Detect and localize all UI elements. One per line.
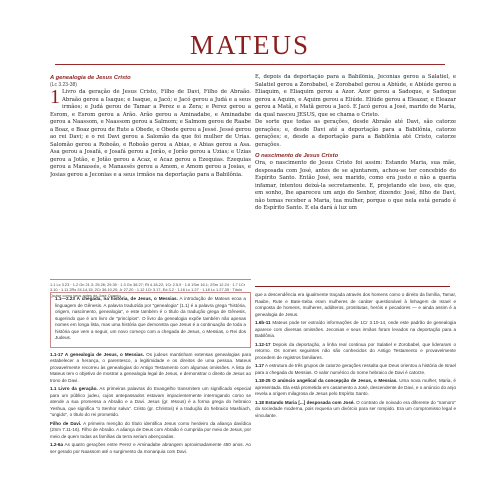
scripture-paragraph-2: E, depois da deportação para a Babilônia, Jeconias gerou a Salatiel, e Salatiel gerou a Zorobabel, e Zorobabel gerou a Abiúde, e Abiúde gerou a Eliaquim, e Eliaquim gerou a Azor. Azor gerou a Sadoque, e Sadoque gerou a Aquim, e Aquim gerou a Eliúde. Eliúde gerou a Eleazar, e Eleazar gerou a Matã, e Matã gerou a Jacó. E Jacó gerou a José, marido de Maria, da qual nasceu JESUS, que se chama o Cristo. bbox=[255, 74, 456, 118]
note-text: As primeiras palavras do Evangelho transmitem um significado especial para um público judeu, cujos antepassados estavam impacientemente interrogando como se atende a sua promessa a Abraão e a Davi. Jesus (gr. Iēsous) é a forma grega do hebraico Yeshua, que significa "o Senhor salva". Cristo (gr. Christos) é a tradução do hebraico Mashiach, "ungido", o título do rei prometido. bbox=[50, 386, 251, 418]
note-text: A introdução de Mateus ecoa a linguagem de Gênesis. A palavra traduzida por "genealogia" (1.1) é a palavra grega "história, origem, nascimento, genealogia", e este também é o título da tradução grega de Gênesis, sugerindo que é um livro de "princípios". O livro da genealogia expõe também não apenas nomes em longa lista, mas uma história que demonstra que Jesus é a continuação de toda a história que vem a seguir, um novo começo com a chegada de Jesus, o Messias, o Rei dos Judeus. bbox=[55, 296, 246, 341]
scripture-text: Livro da geração de Jesus Cristo, Filho de Davi, Filho de Abraão. Abraão gerou a Isaque; e Isaque, a Jacó; e Jacó gerou a Judá e a seus irmãos; e Judá gerou de Tamar a Perez e a Zera; e Perez gerou a Esrom, e Esrom gerou a Arão. Arão gerou a Aminadabe, e Aminadabe gerou a Naassom, e Naassom gerou a Salmom; e Salmom gerou de Raabe a Boaz, e Boaz gerou de Rute a Obede, e Obede gerou a Jessé. Jessé gerou ao rei Davi; e o rei Davi gerou a Salomão da que foi mulher de Urias. Salomão gerou a Roboão, e Roboão gerou a Abias, e Abias gerou a Asa. Asa gerou a Josafá, e Josafá gerou a Jorão, e Jorão gerou a Uzias; e Uzias gerou a Jotão, e Jotão gerou a Acaz, e Acaz gerou a Ezequias. Ezequias gerou a Manassés, e Manassés gerou a Amom, e Amom gerou a Josias, e Josias gerou a Jeconias e a seus irmãos na deportação para a Babilônia. bbox=[50, 89, 251, 178]
scripture-column-left bbox=[50, 74, 251, 279]
study-note bbox=[50, 442, 251, 455]
study-note bbox=[255, 400, 456, 420]
scripture-paragraph bbox=[50, 86, 251, 179]
note-text: A primeira menção do título identifica Jesus como herdeiro da aliança davídica (2Sm 7.11-16). Filho de Abraão. A aliança de Deus com Abraão é cumprida por meio de Jesus, por meio de quem todas as famílias da terra seriam abençoadas. bbox=[50, 420, 251, 439]
note-title: 1.6b-11 bbox=[255, 320, 271, 326]
study-notes-right bbox=[255, 292, 456, 497]
study-note bbox=[255, 342, 456, 362]
section-parallel-ref: (Lc 3.23-38) bbox=[50, 82, 77, 89]
section-heading-2: O nascimento de Jesus Cristo bbox=[255, 153, 339, 160]
note-title: Filho de Davi. bbox=[50, 420, 82, 426]
note-title: 1.1-17 A genealogia de Jesus, o Messias. bbox=[50, 351, 145, 357]
study-note bbox=[255, 363, 456, 376]
note-title: 1.18 Estando Maria [...] desposada com José. bbox=[255, 399, 355, 405]
note-title: 1.18-25 O anúncio angelical da concepção de Jesus, o Messias. bbox=[255, 378, 398, 384]
note-title: 1.1—2.23 A chegada, na história, de Jesus, o Messias. bbox=[55, 296, 178, 301]
study-notes-left bbox=[50, 292, 251, 497]
study-divider bbox=[255, 286, 450, 287]
note-text: Mateus pode ter extraído informações de 1Cr 3.10-14, onde este padrão de genealogia aparece com diversas omissões. Jeconias e seus irmãos foram levados na deportação para a Babilônia. bbox=[255, 320, 456, 339]
section-heading: A genealogia de Jesus Cristo bbox=[50, 75, 131, 81]
note-text: Depois da deportação, a linha real continua por Salatiel e Zorobabel, que lideraram o retorno. Os nomes seguintes não são conhecidos do Antigo Testamento e provavelmente procedem de registros familiares. bbox=[255, 341, 456, 360]
intro-box bbox=[50, 292, 251, 348]
note-title: 1.17 bbox=[255, 363, 264, 369]
title-divider bbox=[55, 64, 445, 65]
note-title: 1.2-6a bbox=[50, 442, 64, 448]
scripture-paragraph-3: De sorte que todas as gerações, desde Abraão até Davi, são catorze gerações; e, desde Davi até a deportação para a Babilônia, catorze gerações; e, desde a deportação para a Babilônia até Cristo, catorze gerações. bbox=[255, 119, 456, 148]
note-title: 1.12-17 bbox=[255, 341, 271, 347]
chapter-number: 1 bbox=[50, 86, 60, 109]
note-title: 1.1 Livro da geração. bbox=[50, 386, 98, 392]
study-note bbox=[50, 386, 251, 419]
note-text: Os judeus mantinham extensas genealogias para estabelecer a herança, o parentesco, a legitimidade e os direitos de uma pessoa. Mateus provavelmente recorreu às genealogias do Antigo Testamento com algumas omissões. A lista de Mateus tem o objetivo de mostrar a genealogia legal de Jesus, e demonstrar o direito de Jesus ao trono de Davi. bbox=[50, 351, 251, 383]
study-note bbox=[50, 421, 251, 441]
note-text: A estrutura de três grupos de catorze gerações ressalta que Deus orientou a história de Israel para a chegada do Messias. O valor numérico do nome hebraico de Davi é catorze. bbox=[255, 363, 456, 375]
scripture-paragraph-4: Ora, o nascimento de Jesus Cristo foi assim: Estando Maria, sua mãe, desposada com José, antes de se ajuntarem, achou-se ter concebido do Espírito Santo. Então José, seu marido, como era justo e não a queria infamar, intentou deixá-la secretamente. E, projetando ele isso, eis que, em sonho, lhe apareceu um anjo do Senhor, dizendo: José, filho de Davi, não temas receber a Maria, tua mulher, porque o que nela está gerado é do Espírito Santo. E ela dará à luz um bbox=[255, 160, 456, 212]
study-note bbox=[255, 378, 456, 398]
note-text: O contrato de noivado era diferente do "namoro" da sociedade moderna, pois requeria um divórcio para ser rompido. Era um compromisso legal e vinculante. bbox=[255, 399, 456, 418]
note-text: Uma nova mulher, Maria, é apresentada. Ela está prometida em casamento a José, descendente de Davi, e o anúncio do anjo revela a origem milagrosa de Jesus pelo Espírito Santo. bbox=[255, 378, 456, 397]
book-title: MATEUS bbox=[189, 30, 310, 60]
study-note bbox=[50, 352, 251, 385]
cross-references: 1.1 Lc 3.23 · 1.2 Gn 21.3; 25.26; 29.35 · 1.3 Gn 38.27; Rt 4.18-22; 1Cr 2.5,9 · 1.6 1Sm 16.1; 2Sm 12.24 · 1.7 1Cr 3.10 · 1.11 2Rs 24.14,15; 2Cr 36.10,20; Jr 27.20 · 1.12 1Cr 3.17; Ed 3.2 · 1.16 Lc 1.27 · 1.18 Lc 1.27,35 · Título Quase como seus antes de José Quanto bbox=[50, 279, 251, 298]
note-text: As quatro gerações entre Perez e Aminadabe abrangem aproximadamente 450 anos. Ao ser gerado por Naassom até o surgimento da monarquia com Davi. bbox=[50, 442, 251, 454]
scripture-column-right bbox=[255, 74, 456, 283]
study-note bbox=[55, 296, 246, 342]
study-note bbox=[255, 320, 456, 340]
study-note: que a descendência era igualmente traçada através dos homens como o direito da família, Tamar, Raabe, Rute e Bate-Seba eram mulheres de caráter questionável à linhagem de Israel e composta de homens, mulheres, adúlteros, prostitutas, heróis e pecadores — e ainda assim é a genealogia de Jesus. bbox=[255, 292, 456, 317]
